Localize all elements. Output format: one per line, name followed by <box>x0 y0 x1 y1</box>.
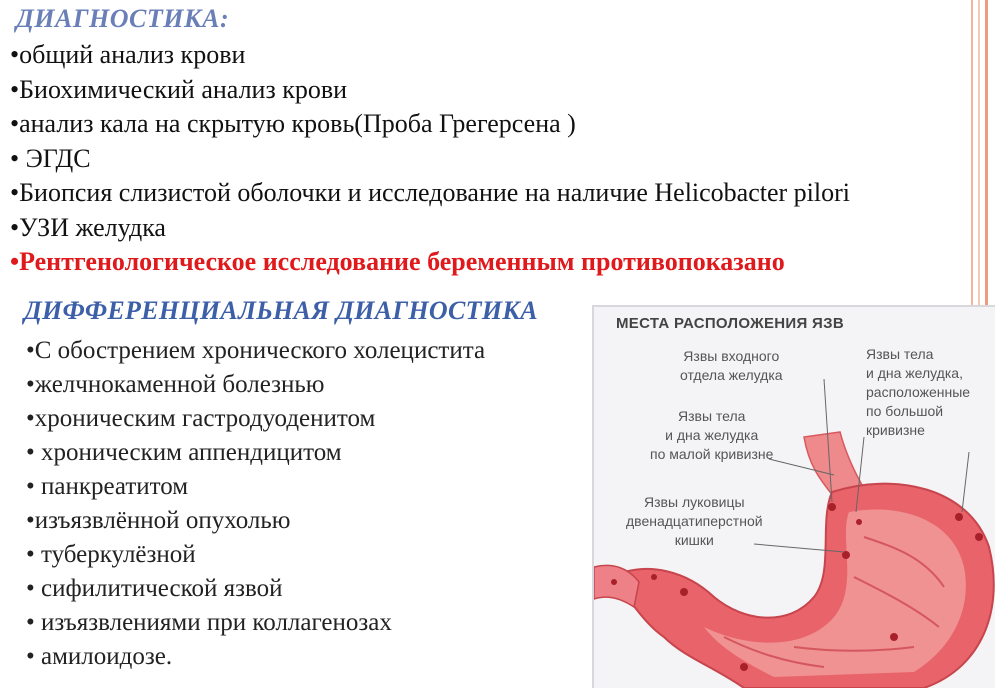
list-item: •хроническим гастродуоденитом <box>26 405 376 432</box>
list-item: •Биохимический анализ крови <box>10 74 348 104</box>
list-item: • изъязвлениями при коллагенозах <box>26 609 392 636</box>
differential-list <box>26 334 485 674</box>
figure-title: МЕСТА РАСПОЛОЖЕНИЯ ЯЗВ <box>616 315 844 332</box>
ulcer-locations-figure <box>592 305 995 688</box>
list-item: • панкреатитом <box>26 473 189 500</box>
list-item: •изъязвлённой опухолью <box>26 507 291 534</box>
list-item: •анализ кала на скрытую кровь(Проба Грегерсена ) <box>10 109 576 138</box>
warning-item: •Рентгенологическое исследование беременным противопоказано <box>10 247 785 276</box>
label-inlet: Язвы входного отдела желудка <box>680 348 783 383</box>
list-item: •Биопсия слизистой оболочки и исследование на наличие Helicobacter pilori <box>10 178 851 207</box>
list-item: • ЭГДС <box>10 143 91 173</box>
list-item: •УЗИ желудка <box>10 212 166 242</box>
label-greater-curvature: Язвы тела и дна желудка, расположенные по большой кривизне <box>866 346 971 438</box>
list-item: •С обострением хронического холецистита <box>26 337 486 364</box>
list-item: • туберкулёзной <box>26 541 196 568</box>
list-item: •общий анализ крови <box>10 40 246 69</box>
list-item: •желчнокаменной болезнью <box>26 371 325 398</box>
label-duodenal-bulb: Язвы луковицы двенадцатиперстной кишки <box>626 494 763 548</box>
differential-heading: ДИФФЕРЕНЦИАЛЬНАЯ ДИАГНОСТИКА <box>24 296 538 325</box>
list-item: • амилоидозе. <box>26 643 173 670</box>
list-item: • хроническим аппендицитом <box>26 439 342 466</box>
list-item: • сифилитической язвой <box>26 575 283 602</box>
label-lesser-curvature: Язвы тела и дна желудка по малой кривизне <box>650 408 774 462</box>
diagnostics-list <box>10 38 850 280</box>
diagnostics-heading: ДИАГНОСТИКА: <box>16 4 230 33</box>
